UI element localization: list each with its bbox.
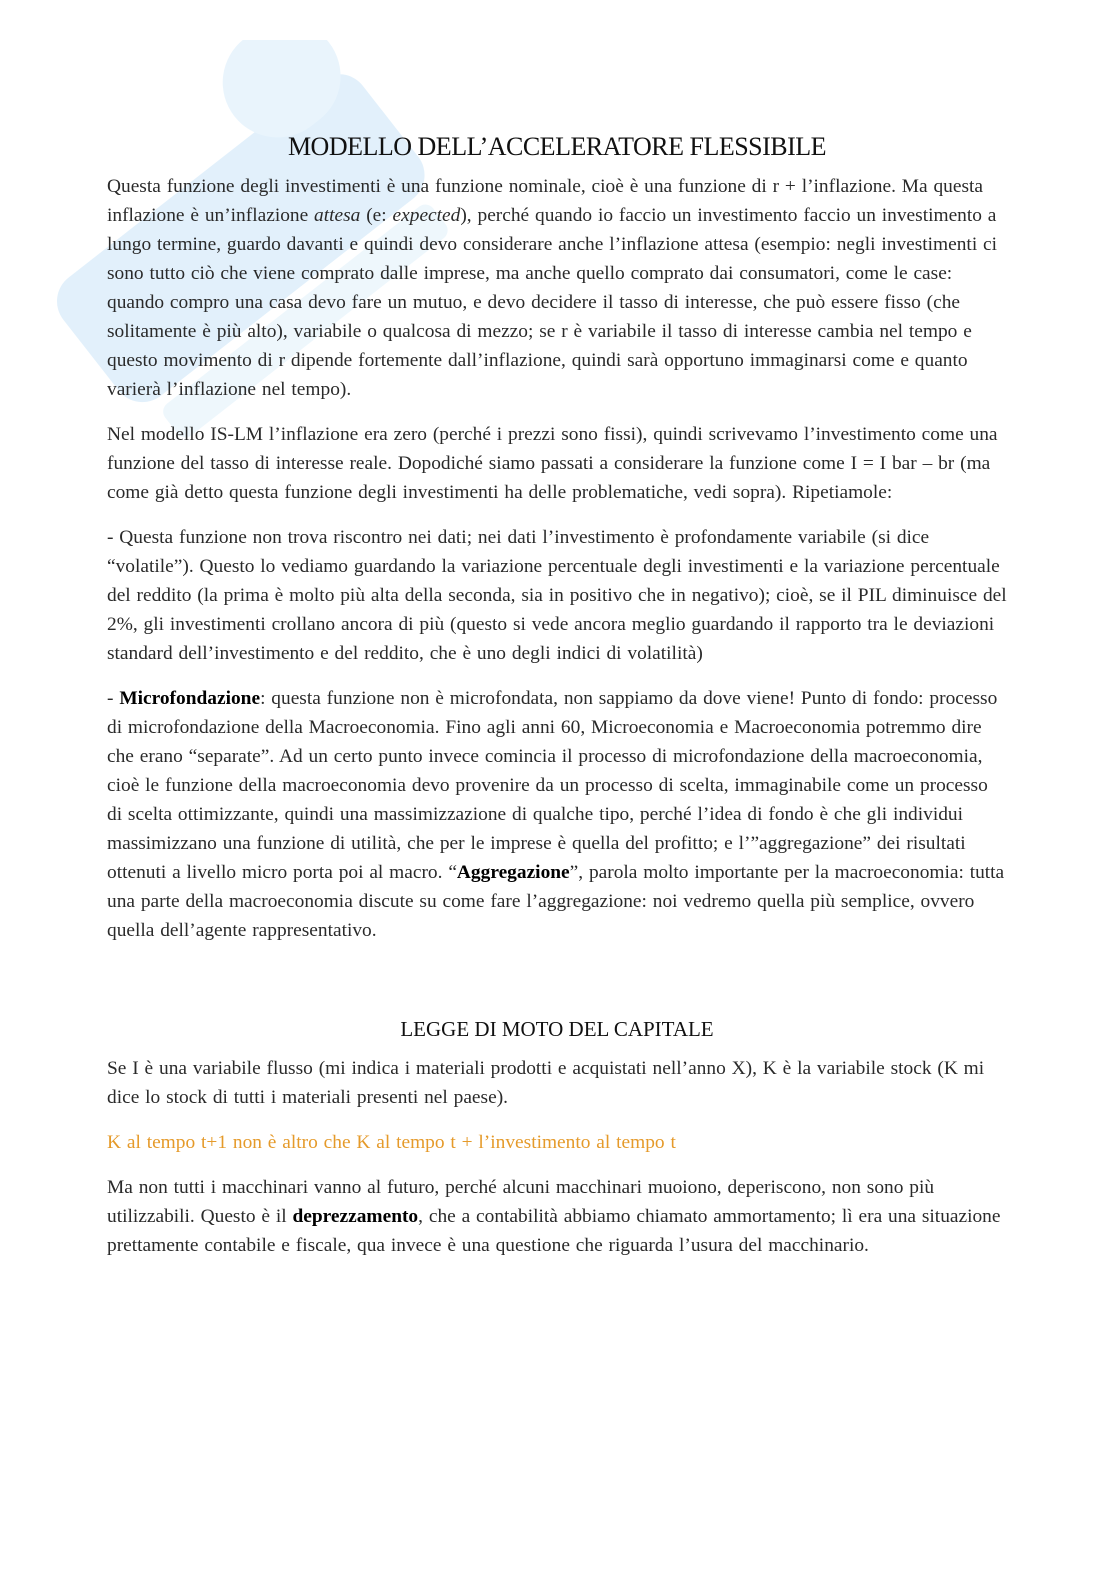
- paragraph-flusso-stock: Se I è una variabile flusso (mi indica i materiali prodotti e acquistati nell’anno X), K è la variabile stock (K mi dice lo stock di tutti i materiali presenti nel paese).: [107, 1058, 985, 1108]
- paragraph-volatilita: - Questa funzione non trova riscontro nei dati; nei dati l’investimento è profondamente variabile (si dice “volatile”). Questo lo vediamo guardando la variazione percentuale degli investimenti e la variazione percentuale del reddito (la prima è molto più alta della seconda, sia in positivo che in negativo); cioè, se il PIL diminuisce del 2%, gli investimenti crollano ancora di più (questo si vede ancora meglio guardando il rapporto tra le deviazioni standard dell’investimento e del reddito, che è uno degli indici di volatilità): [107, 527, 1007, 664]
- document-page: [107, 132, 1007, 1276]
- paragraph-microfondazione: [107, 684, 1007, 945]
- page-title: MODELLO DELL’ACCELERATORE FLESSIBILE: [287, 132, 827, 161]
- paragraph-deprezzamento: [107, 1173, 1007, 1260]
- paragraph-text: ), perché quando io faccio un investimento faccio un investimento a lungo termine, guardo davanti e quindi devo considerare anche l’inflazione attesa (esempio: negli investimenti ci sono tutto ciò che viene comprato dalle imprese, ma anche quello comprato dai consumatori, come le case: quando compro una casa devo fare un mutuo, e devo decidere il tasso di interesse, che può essere fisso (che solitamente è più alto), variabile o qualcosa di mezzo; se r è variabile il tasso di interesse cambia nel tempo e questo movimento di r dipende fortemente dall’inflazione, quindi sarà opportuno immaginarsi come e quanto varierà l’inflazione nel tempo).: [107, 205, 998, 400]
- term-microfondazione: Microfondazione: [119, 688, 261, 709]
- term-aggregazione: Aggregazione: [456, 862, 570, 883]
- section-spacer: [107, 961, 1007, 1017]
- paragraph-text: Questa funzione degli investimenti è una funzione nominale, cioè è una funzione di r + l’inflazione. Ma questa inflazione è un’inflazione: [107, 176, 983, 226]
- paragraph-is-lm: Nel modello IS-LM l’inflazione era zero (perché i prezzi sono fissi), quindi scrivevamo l’investimento come una funzione del tasso di interesse reale. Dopodiché siamo passati a considerare la funzione come I = I bar – br (ma come già detto questa funzione degli investimenti ha delle problematiche, vedi sopra). Ripetiamole:: [107, 424, 998, 503]
- paragraph-text: -: [107, 688, 120, 709]
- paragraph-text: , che a contabilità abbiamo chiamato ammortamento; lì era una situazione prettamente contabile e fiscale, qua invece è una questione che riguarda l’usura del macchinario.: [107, 1206, 1001, 1256]
- paragraph-text: ”, parola molto importante per la macroeconomia: tutta una parte della macroeconomia discute su come fare l’aggregazione: noi vedremo quella più semplice, ovvero quella dell’agente rappresentativo.: [107, 862, 1005, 941]
- paragraph-text: Ma non tutti i macchinari vanno al futuro, perché alcuni macchinari muoiono, deperiscono, non sono più utilizzabili. Questo è il: [107, 1177, 935, 1227]
- emphasis-expected: expected: [392, 205, 461, 226]
- section-title: LEGGE DI MOTO DEL CAPITALE: [400, 1017, 714, 1041]
- paragraph-text: (e:: [360, 205, 393, 226]
- paragraph-text: : questa funzione non è microfondata, non sappiamo da dove viene! Punto di fondo: processo di microfondazione della Macroeconomia. Fino agli anni 60, Microeconomia e Macroeconomia potremmo dire che erano “separate”. Ad un certo punto invece comincia il processo di microfondazione della macroeconomia, cioè le funzione della macroeconomia devo provenire da un processo di scelta, immaginabile come un processo di scelta ottimizzante, quindi una massimizzazione di qualche tipo, perché l’idea di fondo è che gli individui massimizzano una funzione di utilità, che per le imprese è quella del profitto; e l’”aggregazione” dei risultati ottenuti a livello micro porta poi al macro. “: [107, 688, 998, 883]
- paragraph-inflazione-attesa: [107, 172, 1007, 404]
- term-deprezzamento: deprezzamento: [292, 1206, 419, 1227]
- highlighted-formula: K al tempo t+1 non è altro che K al tempo t + l’investimento al tempo t: [107, 1132, 676, 1153]
- emphasis-attesa: attesa: [314, 205, 361, 226]
